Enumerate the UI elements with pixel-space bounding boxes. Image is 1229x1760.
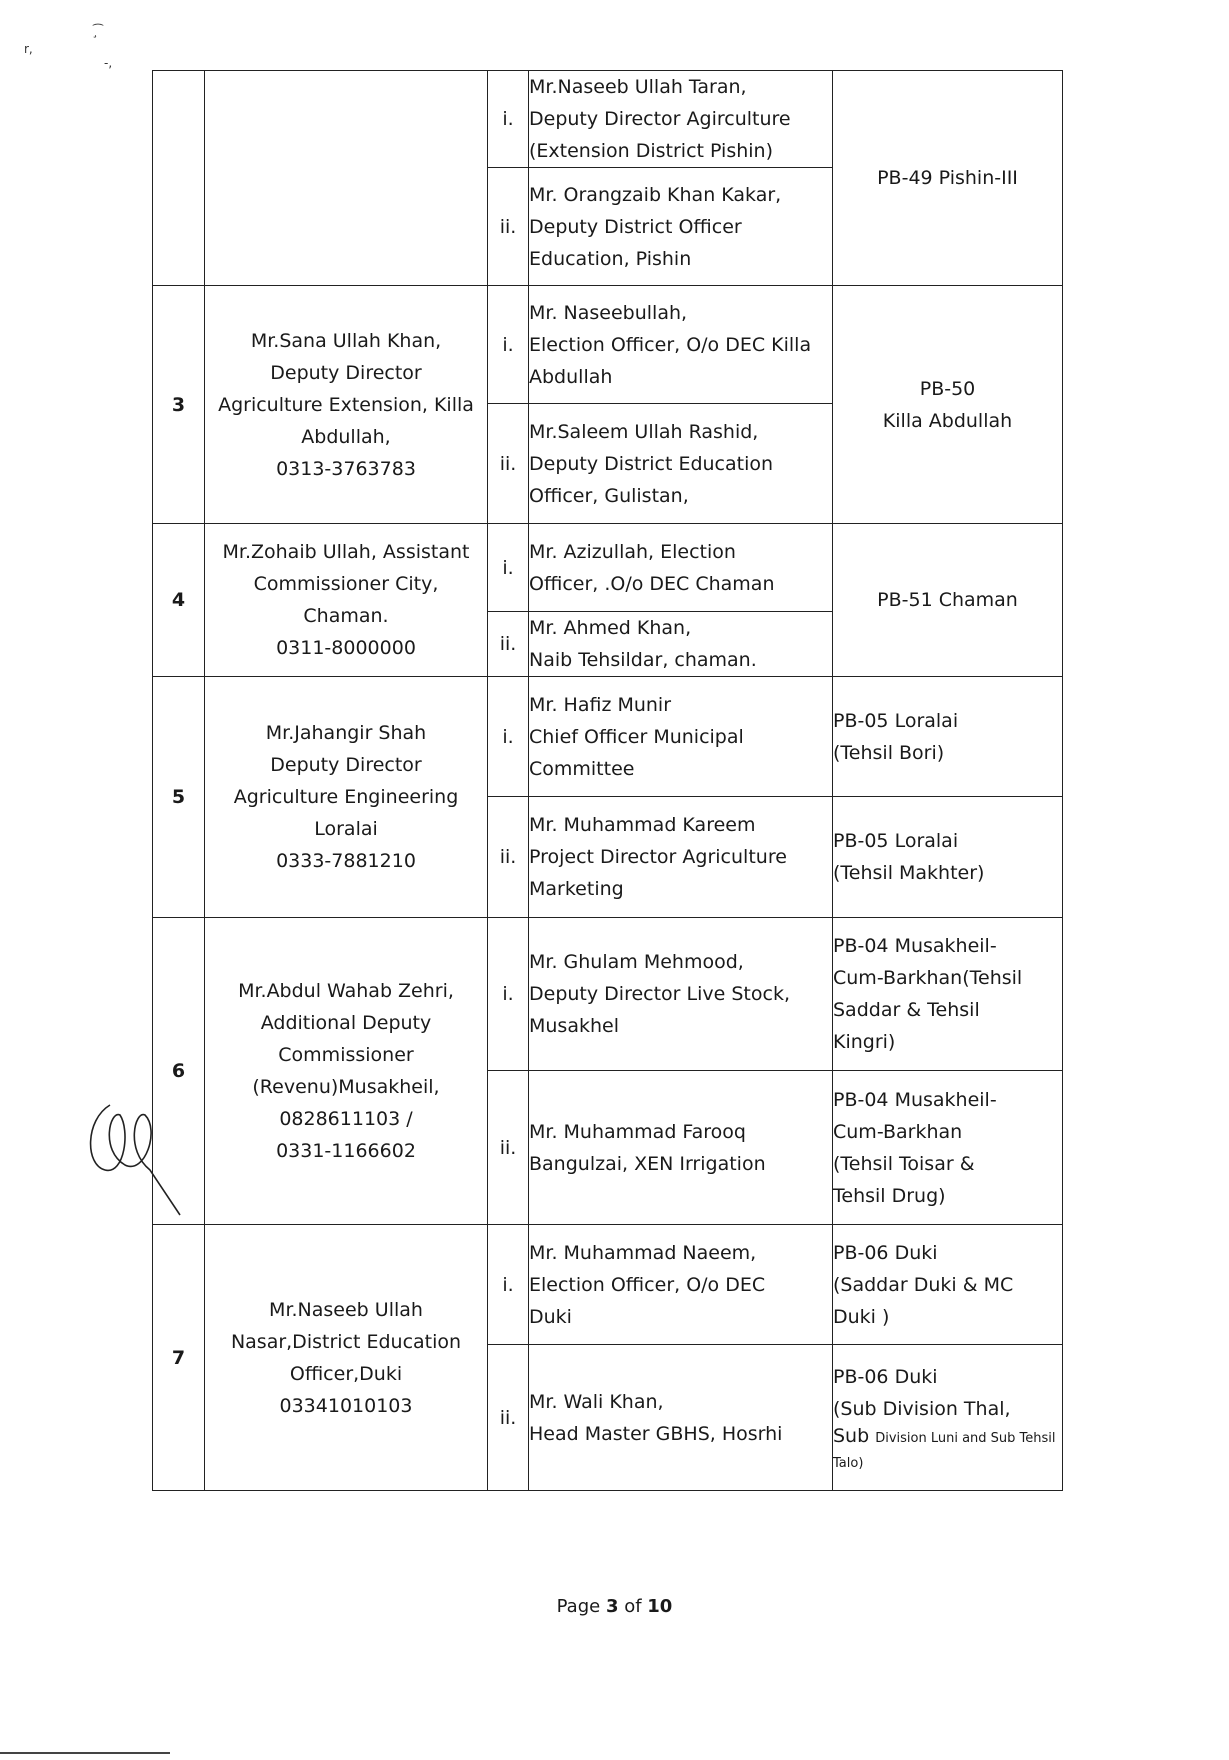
constituency-line: (Tehsil Bori) (833, 741, 945, 764)
constituency-line: (Saddar Duki & MC (833, 1273, 1014, 1296)
constituency-line: PB-05 Loralai (833, 830, 959, 852)
officer-line: Commissioner (278, 1044, 414, 1066)
officer-line: 0311-8000000 (276, 637, 416, 659)
officer-line: Agriculture Engineering (233, 786, 459, 808)
constituency-cell (833, 524, 1063, 677)
officer-line: Mr.Sana Ullah Khan, (250, 329, 442, 352)
footer-prefix: Page (556, 1596, 606, 1617)
assignee-line: Officer, Gulistan, (529, 484, 689, 507)
assignee-line: Head Master GBHS, Hosrhi (529, 1422, 783, 1445)
officer-line: 0333-7881210 (276, 850, 416, 872)
corner-mark: r, (24, 42, 33, 56)
supervising-officer-cell (205, 677, 488, 918)
assignee-line: Mr. Muhammad Farooq (529, 1120, 746, 1143)
constituency-cell (833, 918, 1063, 1071)
constituency-line: PB-06 Duki (833, 1241, 938, 1264)
constituency-line: (Tehsil Toisar & (833, 1152, 975, 1175)
constituency-cell (833, 1345, 1063, 1491)
assignee-line: Election Officer, O/o DEC (529, 1273, 766, 1296)
sub-index: ii. (488, 1071, 529, 1225)
serial-number (153, 71, 205, 286)
constituency-cell (833, 677, 1063, 797)
corner-mark: ¸͡ (92, 24, 98, 38)
sub-index: ii. (488, 1345, 529, 1491)
assignee-line: Mr.Saleem Ullah Rashid, (529, 420, 759, 443)
constituency-line: PB-51 Chaman (877, 589, 1018, 611)
assignee-line: Mr. Muhammad Naeem, (529, 1241, 757, 1264)
assignee-line: Mr. Wali Khan, (529, 1390, 664, 1413)
officer-line: Deputy Director (270, 754, 422, 776)
assigned-officer-cell (529, 71, 833, 168)
serial-number: 6 (153, 918, 205, 1225)
constituency-cell (833, 797, 1063, 918)
supervising-officer-cell (205, 286, 488, 524)
assignee-line: Mr. Hafiz Munir (529, 693, 672, 716)
assignee-line: Musakhel (529, 1015, 619, 1037)
officer-line: Mr.Abdul Wahab Zehri, (238, 980, 454, 1002)
sub-index: ii. (488, 168, 529, 286)
serial-number: 3 (153, 286, 205, 524)
assigned-officer-cell (529, 1225, 833, 1345)
assignee-line: Duki (529, 1305, 572, 1328)
officer-line: 0828611103 / (279, 1108, 413, 1130)
assigned-officer-cell (529, 286, 833, 404)
assignee-line: Naib Tehsildar, chaman. (529, 649, 757, 671)
assignee-line: Deputy Director Agirculture (529, 108, 791, 130)
assignee-line: Mr. Naseebullah, (529, 301, 688, 324)
officer-line: 0331-1166602 (276, 1140, 416, 1162)
table-row (153, 286, 1063, 404)
constituency-note: Division Luni and Sub Tehsil Talo) (833, 1430, 1056, 1471)
assignee-line: Officer, .O/o DEC Chaman (529, 572, 775, 595)
assigned-officer-cell (529, 677, 833, 797)
officer-line: (Revenu)Musakheil, (252, 1076, 440, 1098)
serial-number: 5 (153, 677, 205, 918)
constituency-line: Cum-Barkhan (833, 1120, 963, 1143)
officer-line: Deputy Director (270, 361, 422, 384)
assigned-officer-cell (529, 918, 833, 1071)
constituency-line: Killa Abdullah (882, 409, 1013, 432)
sub-index: ii. (488, 797, 529, 918)
assignee-line: Mr. Orangzaib Khan Kakar, (529, 183, 782, 206)
constituency-cell (833, 1071, 1063, 1225)
officer-line: Officer,Duki (289, 1362, 403, 1385)
assigned-officer-cell (529, 1345, 833, 1491)
constituency-line: Cum-Barkhan(Tehsil (833, 967, 1023, 989)
table-row (153, 1225, 1063, 1345)
signature (80, 1090, 190, 1220)
sub-index: ii. (488, 404, 529, 524)
serial-number: 7 (153, 1225, 205, 1491)
duty-assignment-table (152, 70, 1063, 1491)
assignee-line: (Extension District Pishin) (529, 140, 774, 162)
assignee-line: Marketing (529, 878, 624, 900)
assignee-line: Chief Officer Municipal (529, 725, 744, 748)
officer-line: Nasar,District Education (230, 1330, 462, 1353)
officer-line: Mr.Zohaib Ullah, Assistant (222, 541, 470, 563)
sub-index: i. (488, 71, 529, 168)
officer-line: 0313-3763783 (276, 457, 416, 480)
assignee-line: Committee (529, 757, 635, 780)
constituency-line: PB-06 Duki (833, 1365, 938, 1388)
serial-number: 4 (153, 524, 205, 677)
assignee-line: Mr.Naseeb Ullah Taran, (529, 76, 747, 98)
officer-line: Commissioner City, (253, 573, 439, 595)
scan-edge-line (0, 1752, 170, 1754)
officer-line: Agriculture Extension, Killa (218, 393, 474, 416)
assignee-line: Abdullah (529, 365, 613, 388)
sub-index: i. (488, 677, 529, 797)
sub-index: i. (488, 524, 529, 612)
assigned-officer-cell (529, 1071, 833, 1225)
constituency-line: (Sub Division Thal, (833, 1397, 1011, 1420)
constituency-line: Sub (833, 1424, 870, 1447)
constituency-line: PB-50 (919, 377, 976, 400)
assignee-line: Bangulzai, XEN Irrigation (529, 1152, 766, 1175)
sub-index: ii. (488, 612, 529, 677)
corner-mark: -, (104, 56, 113, 70)
officer-line: 03341010103 (279, 1394, 413, 1417)
table-row (153, 71, 1063, 168)
officer-line: Chaman. (303, 605, 389, 627)
constituency-line: Tehsil Drug) (833, 1184, 946, 1207)
assignee-line: Mr. Azizullah, Election (529, 540, 736, 563)
supervising-officer-cell (205, 524, 488, 677)
assignee-line: Deputy District Education (529, 452, 774, 475)
assigned-officer-cell (529, 404, 833, 524)
constituency-cell (833, 286, 1063, 524)
table-row (153, 524, 1063, 612)
footer-total-pages: 10 (647, 1596, 673, 1617)
footer-current-page: 3 (605, 1596, 619, 1617)
supervising-officer-cell (205, 918, 488, 1225)
supervising-officer-cell (205, 1225, 488, 1491)
assignee-line: Education, Pishin (529, 247, 692, 270)
assigned-officer-cell (529, 797, 833, 918)
assignee-line: Election Officer, O/o DEC Killa (529, 333, 812, 356)
constituency-line: PB-05 Loralai (833, 709, 959, 732)
page-footer (0, 1596, 1229, 1617)
constituency-line: PB-04 Musakheil- (833, 1088, 997, 1111)
constituency-line: Kingri) (833, 1031, 896, 1053)
constituency-line: PB-04 Musakheil- (833, 935, 997, 957)
assignee-line: Mr. Muhammad Kareem (529, 814, 756, 836)
constituency-line: Saddar & Tehsil (833, 999, 980, 1021)
assignee-line: Project Director Agriculture (529, 846, 787, 868)
assignee-line: Deputy Director Live Stock, (529, 983, 790, 1005)
assignee-line: Mr. Ghulam Mehmood, (529, 951, 744, 973)
assigned-officer-cell (529, 612, 833, 677)
constituency-cell (833, 1225, 1063, 1345)
officer-line: Loralai (314, 818, 378, 840)
constituency-line: (Tehsil Makhter) (833, 862, 985, 884)
assignee-line: Deputy District Officer (529, 215, 742, 238)
officer-line: Mr.Jahangir Shah (265, 722, 427, 744)
assignee-line: Mr. Ahmed Khan, (529, 617, 692, 639)
footer-middle: of (618, 1596, 648, 1617)
table-row (153, 918, 1063, 1071)
assigned-officer-cell (529, 524, 833, 612)
constituency-cell (833, 71, 1063, 286)
sub-index: i. (488, 1225, 529, 1345)
constituency-line: Duki ) (833, 1305, 890, 1328)
officer-line: Mr.Naseeb Ullah (269, 1298, 423, 1321)
assigned-officer-cell (529, 168, 833, 286)
officer-line: Abdullah, (301, 425, 391, 448)
constituency-line: PB-49 Pishin-III (877, 167, 1018, 189)
officer-line: Additional Deputy (260, 1012, 432, 1034)
supervising-officer-cell (205, 71, 488, 286)
sub-index: i. (488, 286, 529, 404)
table-row (153, 677, 1063, 797)
sub-index: i. (488, 918, 529, 1071)
